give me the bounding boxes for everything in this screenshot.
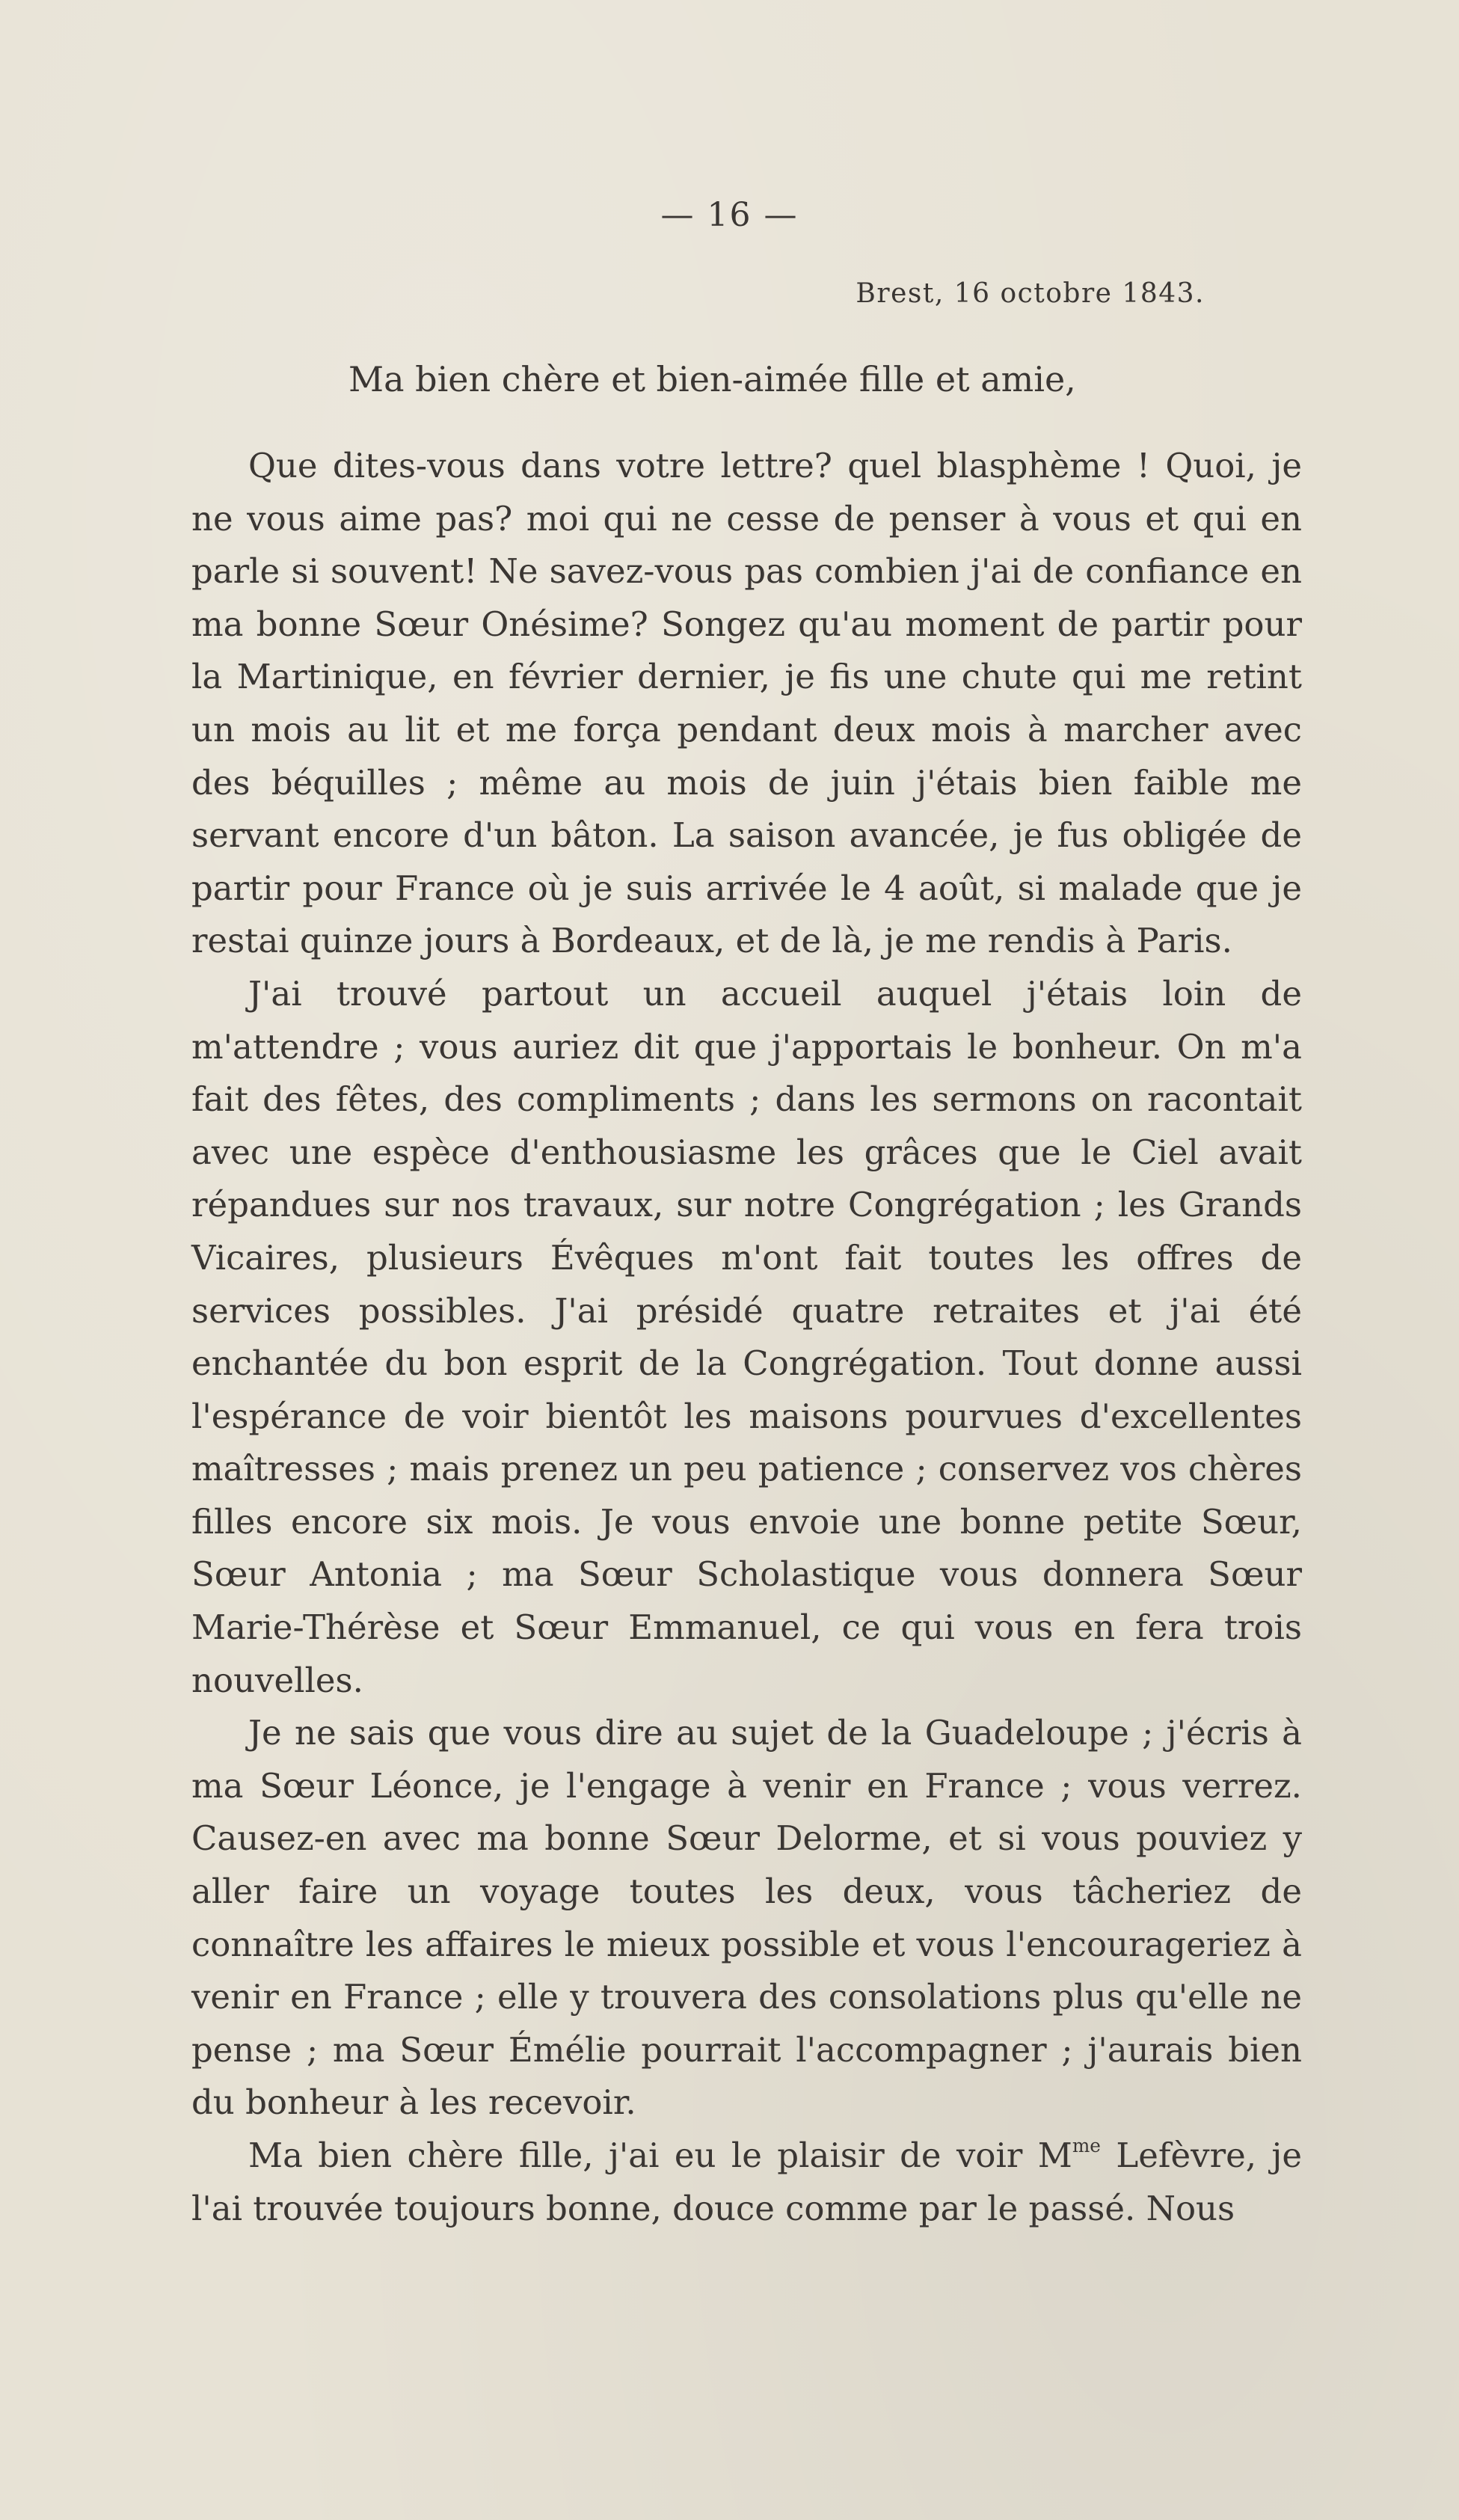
paragraph-4 <box>191 2130 1302 2235</box>
page-number: — 16 — <box>660 196 799 234</box>
letter-dateline: Brest, 16 octobre 1843. <box>856 278 1205 309</box>
paragraph-2: J'ai trouvé partout un accueil auquel j'étais loin de m'attendre ; vous auriez dit que j'apportais le bonheur. On m'a fait des fêtes, des compliments ; dans les sermons on racontait avec une espèce d'enthousiasme les grâces que le Ciel avait répandues sur nos travaux, sur notre Congrégation ; les Grands Vicaires, plusieurs Évêques m'ont fait toutes les offres de services possibles. J'ai présidé quatre retraites et j'ai été enchantée du bon esprit de la Congrégation. Tout donne aussi l'espérance de voir bientôt les maisons pourvues d'excellentes maîtresses ; mais prenez un peu patience ; conservez vos chères filles encore six mois. Je vous envoie une bonne petite Sœur, Sœur Antonia ; ma Sœur Scholastique vous donnera Sœur Marie-Thérèse et Sœur Emmanuel, ce qui vous en fera trois nouvelles. <box>191 973 1302 1700</box>
paragraph-1: Que dites-vous dans votre lettre? quel blasphème ! Quoi, je ne vous aime pas? moi qui ne cesse de penser à vous et qui en parle si souvent! Ne savez-vous pas combien j'ai de confiance en ma bonne Sœur Onésime? Songez qu'au moment de partir pour la Martinique, en février dernier, je fis une chute qui me retint un mois au lit et me força pendant deux mois à marcher avec des béquilles ; même au mois de juin j'étais bien faible me servant encore d'un bâton. La saison avancée, je fus obligée de partir pour France où je suis arrivée le 4 août, si malade que je restai quinze jours à Bordeaux, et de là, je me rendis à Paris. <box>191 446 1302 961</box>
paragraph-4-rest: Lefèvre, je l'ai trouvée toujours bonne, douce comme par le passé. Nous <box>191 2136 1302 2228</box>
madame-superscript: me <box>1072 2135 1101 2157</box>
letter-body <box>191 440 1302 2235</box>
paragraph-3: Je ne sais que vous dire au sujet de la Guadeloupe ; j'écris à ma Sœur Léonce, je l'engage à venir en France ; vous verrez. Causez-en avec ma bonne Sœur Delorme, et si vous pouviez y aller faire un voyage toutes les deux, vous tâcheriez de connaître les affaires le mieux possible et vous l'encourageriez à venir en France ; elle y trouvera des consolations plus qu'elle ne pense ; ma Sœur Émélie pourrait l'accompagner ; j'aurais bien du bonheur à les recevoir. <box>191 1713 1302 2123</box>
letter-salutation: Ma bien chère et bien-aimée fille et amie, <box>348 359 1076 399</box>
paragraph-4-start: Ma bien chère fille, j'ai eu le plaisir de voir M <box>248 2136 1072 2175</box>
